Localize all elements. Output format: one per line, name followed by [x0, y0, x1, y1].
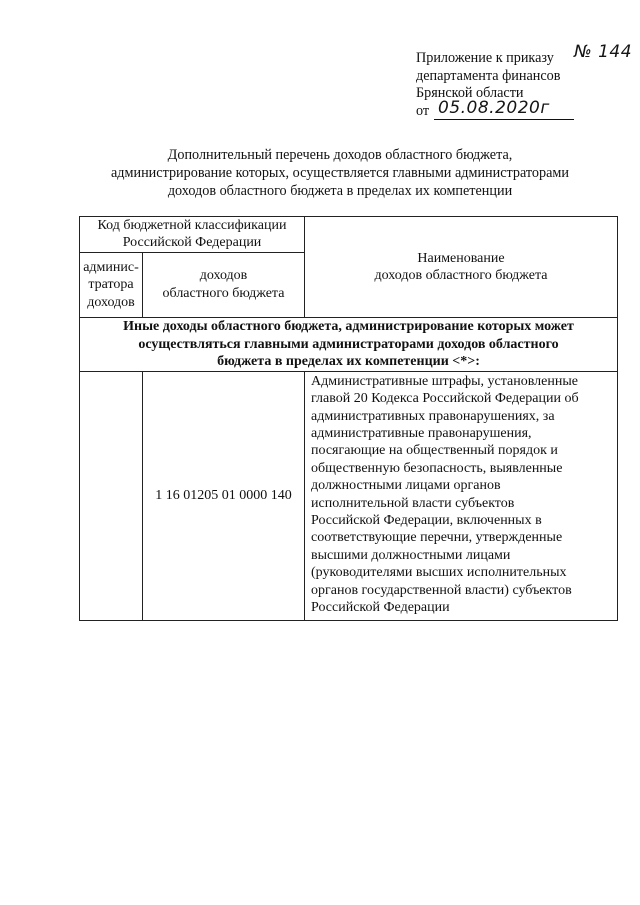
income-name-line: Российской Федерации, включенных в — [311, 513, 542, 529]
section-heading — [80, 317, 618, 371]
income-name-line: Административные штрафы, установленные — [311, 373, 578, 389]
title-line: доходов областного бюджета в пределах их компетенции — [167, 183, 513, 199]
date-underline — [434, 119, 574, 120]
income-name-line: посягающие на общественный порядок и — [311, 443, 558, 459]
header-income-code — [143, 252, 305, 317]
header-income-line: доходов — [199, 268, 248, 284]
income-name-line: административных правонарушениях, за — [311, 408, 555, 424]
income-table — [79, 216, 618, 621]
income-name-line: соответствующие перечни, утвержденные — [311, 530, 563, 546]
header-name-line: Наименование — [417, 250, 505, 266]
header-admin-line: доходов — [87, 294, 135, 310]
order-reference-line — [416, 42, 636, 68]
handwritten-order-number: № 144 — [574, 42, 633, 62]
title-line: Дополнительный перечень доходов областного бюджета, — [167, 147, 513, 163]
header-administrator — [80, 252, 143, 317]
header-classification-code — [80, 217, 305, 253]
section-line: осуществляться главными администраторами доходов областного — [138, 336, 559, 352]
title-line: администрирование которых, осуществляется главными администраторами — [111, 165, 569, 181]
income-name-cell — [305, 371, 618, 620]
section-line: Иные доходы областного бюджета, администрирование которых может — [123, 319, 574, 335]
header-income-line: областного бюджета — [162, 285, 285, 301]
order-reference-text: Приложение к приказу — [416, 50, 554, 66]
region-line: Брянской области — [416, 85, 524, 101]
header-code-line: Российской Федерации — [122, 235, 262, 251]
date-line — [416, 97, 636, 121]
header-name-line: доходов областного бюджета — [374, 267, 548, 283]
header-admin-line: админис- — [83, 259, 139, 275]
admin-code-cell — [80, 371, 143, 620]
income-name-line: должностными лицами органов — [311, 478, 501, 494]
income-name-line: высшими должностными лицами — [311, 547, 511, 563]
date-prefix: от — [416, 102, 430, 119]
income-code-cell: 1 16 01205 01 0000 140 — [143, 371, 305, 620]
header-income-name — [305, 217, 618, 318]
handwritten-date: 05.08.2020г — [438, 97, 550, 118]
income-name-line: (руководителями высших исполнительных — [311, 565, 567, 581]
document-title — [60, 146, 620, 200]
income-name-line: административные правонарушения, — [311, 426, 532, 442]
income-name-line: главой 20 Кодекса Российской Федерации об — [311, 391, 579, 407]
table-row — [80, 371, 618, 620]
header-admin-line: тратора — [88, 277, 134, 293]
department-line: департамента финансов — [416, 67, 561, 84]
income-name-line: Российской Федерации — [311, 600, 450, 616]
income-name-line: общественную безопасность, выявленные — [311, 460, 563, 476]
income-name-line: органов государственной власти) субъектов — [311, 582, 572, 598]
section-line: бюджета в пределах их компетенции <*>: — [217, 354, 480, 370]
income-name-line: исполнительной власти субъектов — [311, 495, 515, 511]
order-reference — [416, 42, 636, 120]
header-code-line: Код бюджетной классификации — [97, 218, 287, 233]
